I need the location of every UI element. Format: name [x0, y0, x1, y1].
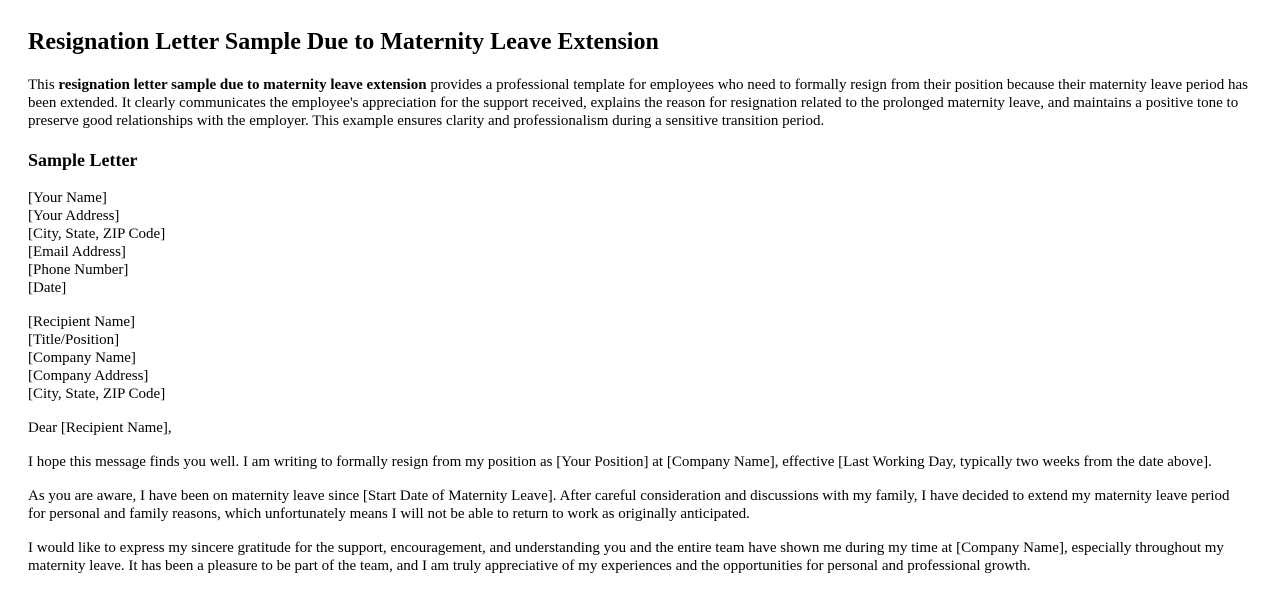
intro-suffix: provides a professional template for employees who need to formally resign from their position because their maternity leave period has been extended. It clearly communicates the employee's appreciation for the support received, explains the reason for resignation related to the prolonged maternity leave, and maintains a positive tone to preserve good relationships with the employer. This example ensures clarity and professionalism during a sensitive transition period. — [28, 77, 1248, 129]
sender-block — [28, 189, 1250, 297]
sender-phone: [Phone Number] — [28, 262, 129, 278]
recipient-city-state-zip: [City, State, ZIP Code] — [28, 386, 166, 402]
sender-email: [Email Address] — [28, 244, 126, 260]
sender-name: [Your Name] — [28, 190, 107, 206]
body-paragraph-2: As you are aware, I have been on maternity leave since [Start Date of Maternity Leave]. After careful consideration and discussions with my family, I have decided to extend my maternity leave period for personal and family reasons, which unfortunately means I will not be able to return to work as originally anticipated. — [28, 488, 1230, 522]
body-paragraph-1: I hope this message finds you well. I am writing to formally resign from my position as [Your Position] at [Company Name], effective [Last Working Day, typically two weeks from the date above]. — [28, 454, 1212, 470]
recipient-company-address: [Company Address] — [28, 368, 149, 384]
recipient-block — [28, 313, 1250, 403]
sender-date: [Date] — [28, 280, 67, 296]
intro-bold-phrase: resignation letter sample due to maternity leave extension — [58, 77, 427, 93]
sender-city-state-zip: [City, State, ZIP Code] — [28, 226, 166, 242]
recipient-title: [Title/Position] — [28, 332, 120, 348]
intro-paragraph — [28, 76, 1250, 130]
page-title: Resignation Letter Sample Due to Maternity Leave Extension — [28, 29, 659, 55]
salutation: Dear [Recipient Name], — [28, 420, 172, 436]
section-heading: Sample Letter — [28, 150, 138, 170]
recipient-name: [Recipient Name] — [28, 314, 136, 330]
body-paragraph-3: I would like to express my sincere gratitude for the support, encouragement, and understanding you and the entire team have shown me during my time at [Company Name], especially throughout my maternity leave. It has been a pleasure to be part of the team, and I am truly appreciative of my experiences and the opportunities for personal and professional growth. — [28, 540, 1224, 574]
intro-prefix: This — [28, 77, 59, 93]
sender-address: [Your Address] — [28, 208, 120, 224]
recipient-company: [Company Name] — [28, 350, 136, 366]
